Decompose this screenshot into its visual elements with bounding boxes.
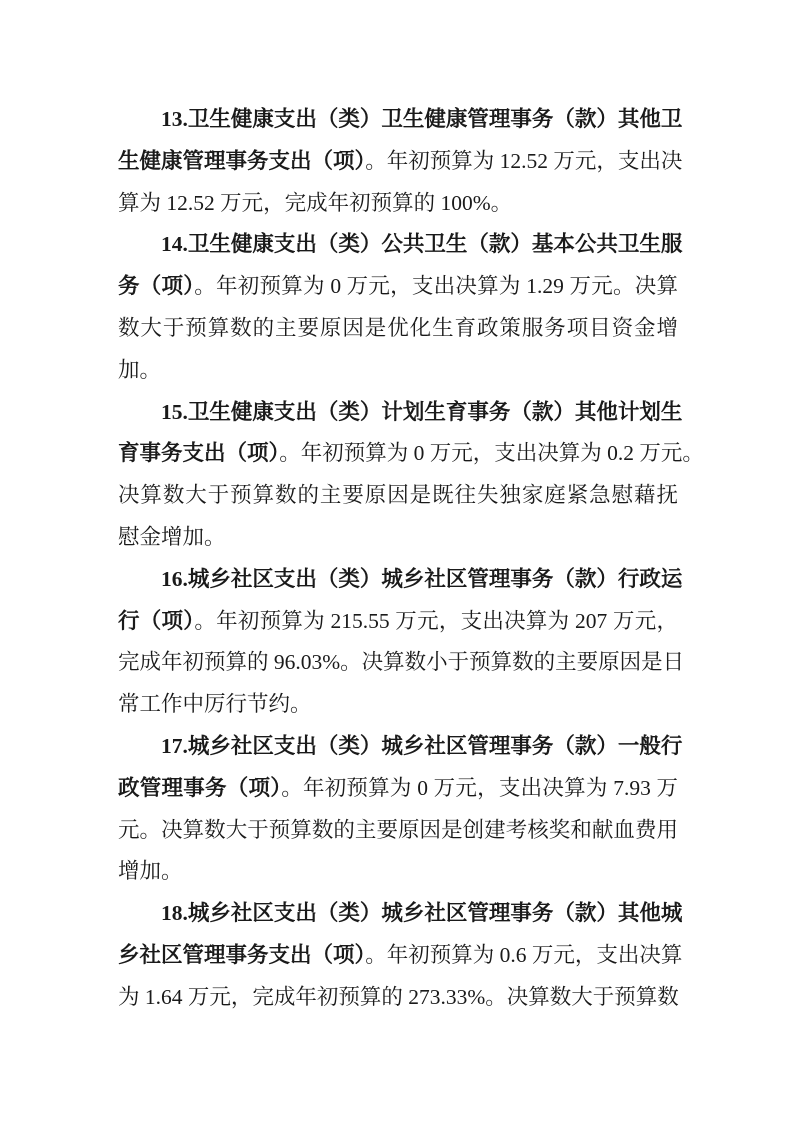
- text-line: [118, 851, 678, 893]
- item-heading: 行（项）: [118, 608, 195, 633]
- paragraph-16: [118, 559, 685, 726]
- text-line: [118, 475, 678, 517]
- text-line: [118, 99, 683, 141]
- item-heading: 育事务支出（项）: [118, 441, 280, 466]
- item-text: 慰金增加。: [118, 524, 226, 549]
- text-line: [118, 768, 678, 810]
- text-line: [118, 726, 683, 768]
- paragraph-14: [118, 224, 683, 391]
- text-line: [118, 935, 683, 977]
- document-body: [118, 99, 704, 1019]
- item-heading: 18.城乡社区支出（类）城乡社区管理事务（款）其他城: [161, 901, 683, 926]
- item-text: 常工作中厉行节约。: [118, 692, 312, 717]
- text-line: [118, 308, 678, 350]
- item-text: 加。: [118, 357, 162, 382]
- item-text: 。年初预算为 0 万元，支出决算为 0.2 万元。: [279, 441, 704, 466]
- item-text: 。年初预算为 215.55 万元，支出决算为 207 万元，: [194, 608, 678, 633]
- text-line: [118, 601, 678, 643]
- item-text: 数大于预算数的主要原因是优化生育政策服务项目资金增: [118, 315, 678, 340]
- item-heading: 务（项）: [118, 274, 195, 299]
- text-line: [118, 183, 678, 225]
- text-line: [118, 559, 683, 601]
- item-text: 。年初预算为 0.6 万元，支出决算: [365, 942, 683, 967]
- text-line: [118, 433, 704, 475]
- item-text: 。年初预算为 0 万元，支出决算为 1.29 万元。决算: [194, 274, 678, 299]
- item-heading: 15.卫生健康支出（类）计划生育事务（款）其他计划生: [161, 399, 683, 424]
- item-heading: 16.城乡社区支出（类）城乡社区管理事务（款）行政运: [161, 566, 683, 591]
- text-line: [118, 810, 678, 852]
- item-heading: 生健康管理事务支出（项）: [118, 148, 366, 173]
- item-text: 完成年初预算的 96.03%。决算数小于预算数的主要原因是日: [118, 650, 685, 675]
- item-text: 。年初预算为 12.52 万元，支出决: [365, 148, 683, 173]
- item-heading: 乡社区管理事务支出（项）: [118, 942, 366, 967]
- text-line: [118, 141, 683, 183]
- text-line: [118, 684, 678, 726]
- paragraph-18: [118, 893, 683, 1018]
- text-line: [118, 893, 683, 935]
- item-heading: 政管理事务（项）: [118, 775, 282, 800]
- text-line: [118, 224, 683, 266]
- text-line: [118, 642, 685, 684]
- text-line: [118, 392, 683, 434]
- item-text: 算为 12.52 万元，完成年初预算的 100%。: [118, 190, 513, 215]
- text-line: [118, 977, 678, 1019]
- paragraph-17: [118, 726, 683, 893]
- paragraph-15: [118, 392, 704, 559]
- item-text: 决算数大于预算数的主要原因是既往失独家庭紧急慰藉抚: [118, 483, 678, 508]
- item-text: 元。决算数大于预算数的主要原因是创建考核奖和献血费用: [118, 817, 678, 842]
- item-text: 增加。: [118, 859, 183, 884]
- item-text: 。年初预算为 0 万元，支出决算为 7.93 万: [281, 775, 678, 800]
- text-line: [118, 517, 678, 559]
- paragraph-13: [118, 99, 683, 224]
- item-heading: 13.卫生健康支出（类）卫生健康管理事务（款）其他卫: [161, 107, 683, 131]
- item-text: 为 1.64 万元，完成年初预算的 273.33%。决算数大于预算数: [118, 984, 679, 1009]
- text-line: [118, 350, 678, 392]
- item-heading: 17.城乡社区支出（类）城乡社区管理事务（款）一般行: [161, 733, 683, 758]
- text-line: [118, 266, 678, 308]
- item-heading: 14.卫生健康支出（类）公共卫生（款）基本公共卫生服: [161, 232, 683, 257]
